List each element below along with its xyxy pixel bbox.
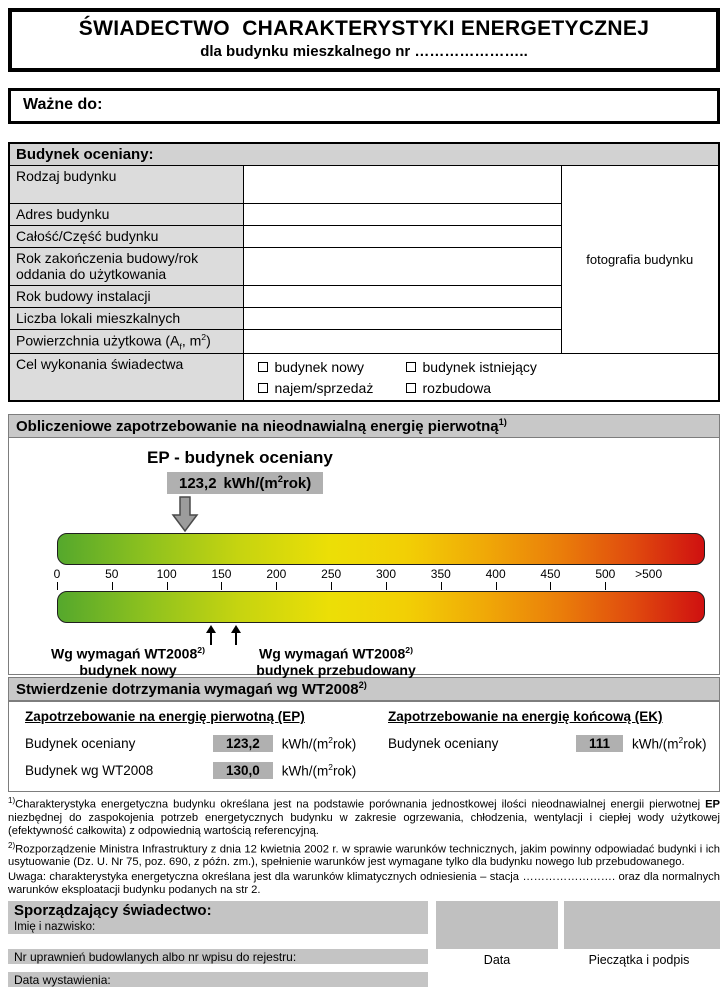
scale-tick-label: 50 bbox=[105, 567, 119, 582]
footnote-ref-2: 2) bbox=[405, 645, 413, 656]
checkbox-label: najem/sprzedaż bbox=[274, 380, 374, 397]
compliance-row-value: 130,0 bbox=[213, 762, 273, 779]
compliance-section-header-text: Stwierdzenie dotrzymania wymagań wg WT2008 bbox=[16, 681, 359, 699]
footnote-ref-1: 1) bbox=[498, 417, 507, 428]
unit-sup: 2 bbox=[328, 762, 333, 773]
scale-tick-mark bbox=[112, 582, 113, 590]
scale-tick-label: 300 bbox=[375, 567, 396, 582]
scale-tick-mark bbox=[550, 582, 551, 590]
unit-post: rok) bbox=[282, 475, 312, 493]
issuer-section bbox=[8, 901, 720, 987]
checkbox-icon[interactable] bbox=[406, 362, 416, 372]
compliance-row-value: 111 bbox=[576, 735, 623, 752]
scale-tick-label: 500 bbox=[595, 567, 616, 582]
wt2008-rebuilt-label bbox=[213, 642, 459, 678]
row-value-installation-year[interactable] bbox=[243, 286, 561, 308]
row-value-whole-part[interactable] bbox=[243, 226, 561, 248]
scale-tick-mark bbox=[276, 582, 277, 590]
unit-pre: kWh/(m bbox=[281, 763, 329, 779]
unit-sup: 2 bbox=[678, 735, 684, 746]
row-value-completion-year[interactable] bbox=[243, 248, 561, 286]
issuer-details bbox=[8, 901, 428, 987]
row-value-building-type[interactable] bbox=[243, 166, 561, 204]
scale-tick-label: 0 bbox=[53, 567, 61, 582]
certificate-subtitle: dla budynku mieszkalnego nr ………………….. bbox=[200, 43, 528, 60]
footnote-ref-2: 2) bbox=[358, 680, 367, 691]
ek-demand-heading: Zapotrzebowanie na energię końcową (EK) bbox=[388, 709, 663, 725]
footnote-2 bbox=[8, 840, 720, 869]
usable-area-label-mid: , m bbox=[181, 332, 202, 349]
ep-demand-heading: Zapotrzebowanie na energię pierwotną (EP) bbox=[25, 709, 305, 725]
footnote-1-bold: EP bbox=[705, 799, 720, 812]
unit-post: rok) bbox=[683, 736, 707, 752]
wt2008-rebuilt-label-text: Wg wymagań WT2008 bbox=[259, 646, 406, 663]
row-label-building-type: Rodzaj budynku bbox=[9, 166, 243, 204]
scale-tick-mark bbox=[605, 582, 606, 590]
scale-tick-label: 250 bbox=[321, 567, 342, 582]
scale-tick-mark bbox=[57, 582, 58, 590]
usable-area-subscript: f bbox=[179, 341, 182, 352]
footnote-1-text-cont: niezbędnej do zaspokojenia potrzeb energetycznych budynku w zakresie ogrzewania, chłodzenia, wentylacji i ciepłej wody użytkowej (efektywność całkowita) z odpowiednią wartością referencyjną. bbox=[8, 811, 720, 837]
signature-area bbox=[436, 901, 720, 987]
row-label-installation-year: Rok budowy instalacji bbox=[9, 286, 243, 308]
checkbox-label: budynek istniejący bbox=[422, 359, 537, 376]
row-value-usable-area[interactable] bbox=[243, 330, 561, 354]
energy-scale-bar-top bbox=[57, 533, 705, 565]
valid-until-label: Ważne do: bbox=[23, 96, 103, 113]
issuer-section-header: Sporządzający świadectwo: bbox=[8, 901, 428, 920]
scale-tick-label: 350 bbox=[430, 567, 451, 582]
ep-section-header bbox=[8, 414, 720, 438]
scale-tick-label: 100 bbox=[156, 567, 177, 582]
scale-tick-mark bbox=[167, 582, 168, 590]
ep-marker-arrow-icon bbox=[172, 496, 198, 532]
wt2008-new-label-text: Wg wymagań WT2008 bbox=[51, 646, 198, 663]
row-label-usable-area bbox=[9, 330, 243, 354]
unit-pre: kWh/(m bbox=[223, 475, 278, 493]
energy-scale-bar-bottom bbox=[57, 591, 705, 623]
building-table bbox=[8, 142, 720, 402]
row-label-completion-year: Rok zakończenia budowy/rok oddania do użytkowania bbox=[9, 248, 243, 286]
compliance-section-header bbox=[8, 677, 720, 701]
checkbox-budynek-istniejacy[interactable] bbox=[406, 359, 709, 375]
issuer-license-field[interactable] bbox=[8, 964, 428, 972]
ep-unit bbox=[224, 475, 312, 492]
building-section-header: Budynek oceniany: bbox=[9, 143, 719, 166]
issue-date-label: Data wystawienia: bbox=[8, 972, 428, 987]
scale-tick-label: 450 bbox=[540, 567, 561, 582]
valid-until-box[interactable] bbox=[8, 88, 720, 124]
unit-pre: kWh/(m bbox=[632, 736, 679, 752]
checkbox-icon[interactable] bbox=[258, 362, 268, 372]
compliance-row-unit bbox=[632, 735, 706, 752]
stamp-label: Pieczątka i podpis bbox=[588, 952, 690, 967]
row-value-address[interactable] bbox=[243, 204, 561, 226]
ep-value: 123,2 bbox=[179, 475, 217, 493]
checkbox-label: budynek nowy bbox=[274, 359, 365, 376]
ep-scale-panel bbox=[8, 438, 720, 679]
compliance-row-label: Budynek oceniany bbox=[388, 735, 499, 751]
ep-section-header-text: Obliczeniowe zapotrzebowanie na nieodnawialną energię pierwotną bbox=[16, 418, 499, 436]
scale-tick-label: 400 bbox=[485, 567, 506, 582]
scale-tick-label: 200 bbox=[266, 567, 287, 582]
footnote-1-marker: 1) bbox=[8, 796, 16, 806]
unit-post: rok) bbox=[332, 736, 357, 752]
checkbox-najem-sprzedaz[interactable] bbox=[258, 380, 406, 396]
compliance-row-label: Budynek oceniany bbox=[25, 735, 136, 751]
footnote-2-marker: 2) bbox=[8, 840, 16, 850]
usable-area-label-end: ) bbox=[206, 332, 211, 349]
issuer-name-label: Imię i nazwisko: bbox=[8, 920, 428, 934]
unit-sup: 2 bbox=[328, 735, 333, 746]
climate-note: Uwaga: charakterystyka energetyczna określana jest dla warunków klimatycznych odniesienia – stacja ……………………. oraz dla normalnych warunków eksploatacji budynku podanych na str 2. bbox=[8, 870, 720, 896]
scale-tick-mark bbox=[386, 582, 387, 590]
row-label-dwelling-count: Liczba lokali mieszkalnych bbox=[9, 308, 243, 330]
scale-tick-label-over: >500 bbox=[635, 567, 663, 582]
wt2008-new-label bbox=[17, 642, 239, 678]
checkbox-icon[interactable] bbox=[258, 383, 268, 393]
footnote-1 bbox=[8, 795, 720, 837]
ep-title: EP - budynek oceniany bbox=[147, 448, 333, 468]
usable-area-superscript: 2 bbox=[201, 332, 207, 342]
compliance-row-ep-assessed bbox=[25, 733, 386, 753]
usable-area-label-text: Powierzchnia użytkowa (A bbox=[16, 332, 180, 349]
ek-demand-column bbox=[386, 709, 719, 787]
footnote-ref-2: 2) bbox=[197, 645, 205, 656]
stamp-signature-box[interactable] bbox=[564, 901, 720, 949]
scale-tick-mark bbox=[441, 582, 442, 590]
issuer-name-field[interactable] bbox=[8, 934, 428, 949]
ep-value-box bbox=[167, 472, 323, 494]
compliance-row-unit bbox=[282, 735, 356, 752]
scale-tick-mark bbox=[221, 582, 222, 590]
unit-sup: 2 bbox=[277, 474, 283, 485]
compliance-row-ek-assessed bbox=[388, 733, 719, 753]
scale-tick-mark bbox=[496, 582, 497, 590]
date-label: Data bbox=[483, 952, 511, 967]
compliance-row-value: 123,2 bbox=[213, 735, 273, 752]
row-value-dwelling-count[interactable] bbox=[243, 308, 561, 330]
footnote-1-text: Charakterystyka energetyczna budynku określana jest na podstawie porównania jednostkowej ilości nieodnawialnej energii pierwotnej bbox=[15, 799, 706, 812]
row-label-whole-part: Całość/Część budynku bbox=[9, 226, 243, 248]
compliance-row-label: Budynek wg WT2008 bbox=[25, 762, 154, 778]
compliance-row-unit bbox=[282, 762, 356, 779]
unit-pre: kWh/(m bbox=[281, 736, 329, 752]
row-label-address: Adres budynku bbox=[9, 204, 243, 226]
scale-tick-mark bbox=[331, 582, 332, 590]
date-signature-box[interactable] bbox=[436, 901, 558, 949]
compliance-panel bbox=[8, 701, 720, 792]
ep-demand-column bbox=[9, 709, 386, 787]
unit-post: rok) bbox=[332, 763, 357, 779]
wt2008-new-label-sub: budynek nowy bbox=[79, 662, 177, 679]
wt2008-rebuilt-label-sub: budynek przebudowany bbox=[256, 662, 416, 679]
checkbox-rozbudowa[interactable] bbox=[406, 380, 709, 396]
scale-tick-label: 150 bbox=[211, 567, 232, 582]
photo-placeholder[interactable]: fotografia budynku bbox=[561, 166, 719, 354]
footnote-2-text: Rozporządzenie Ministra Infrastruktury z dnia 12 kwietnia 2002 r. w sprawie warunków technicznych, jakim powinny odpowiadać budynki i ich usytuowanie (Dz. U. Nr 75, poz. 690, z późn. zm.), spełnienie warunków jest wymagane tylko dla budynku nowego lub przebudowanego. bbox=[8, 843, 720, 869]
row-label-purpose: Cel wykonania świadectwa bbox=[9, 354, 243, 402]
row-value-purpose bbox=[243, 354, 719, 402]
issuer-license-label: Nr uprawnień budowlanych albo nr wpisu do rejestru: bbox=[8, 949, 428, 964]
checkbox-icon[interactable] bbox=[406, 383, 416, 393]
compliance-row-ep-reference bbox=[25, 760, 386, 780]
checkbox-label: rozbudowa bbox=[422, 380, 491, 397]
checkbox-budynek-nowy[interactable] bbox=[258, 359, 406, 375]
certificate-header bbox=[8, 8, 720, 72]
certificate-title: ŚWIADECTWO CHARAKTERYSTYKI ENERGETYCZNEJ bbox=[78, 17, 650, 40]
footnotes bbox=[8, 795, 720, 896]
